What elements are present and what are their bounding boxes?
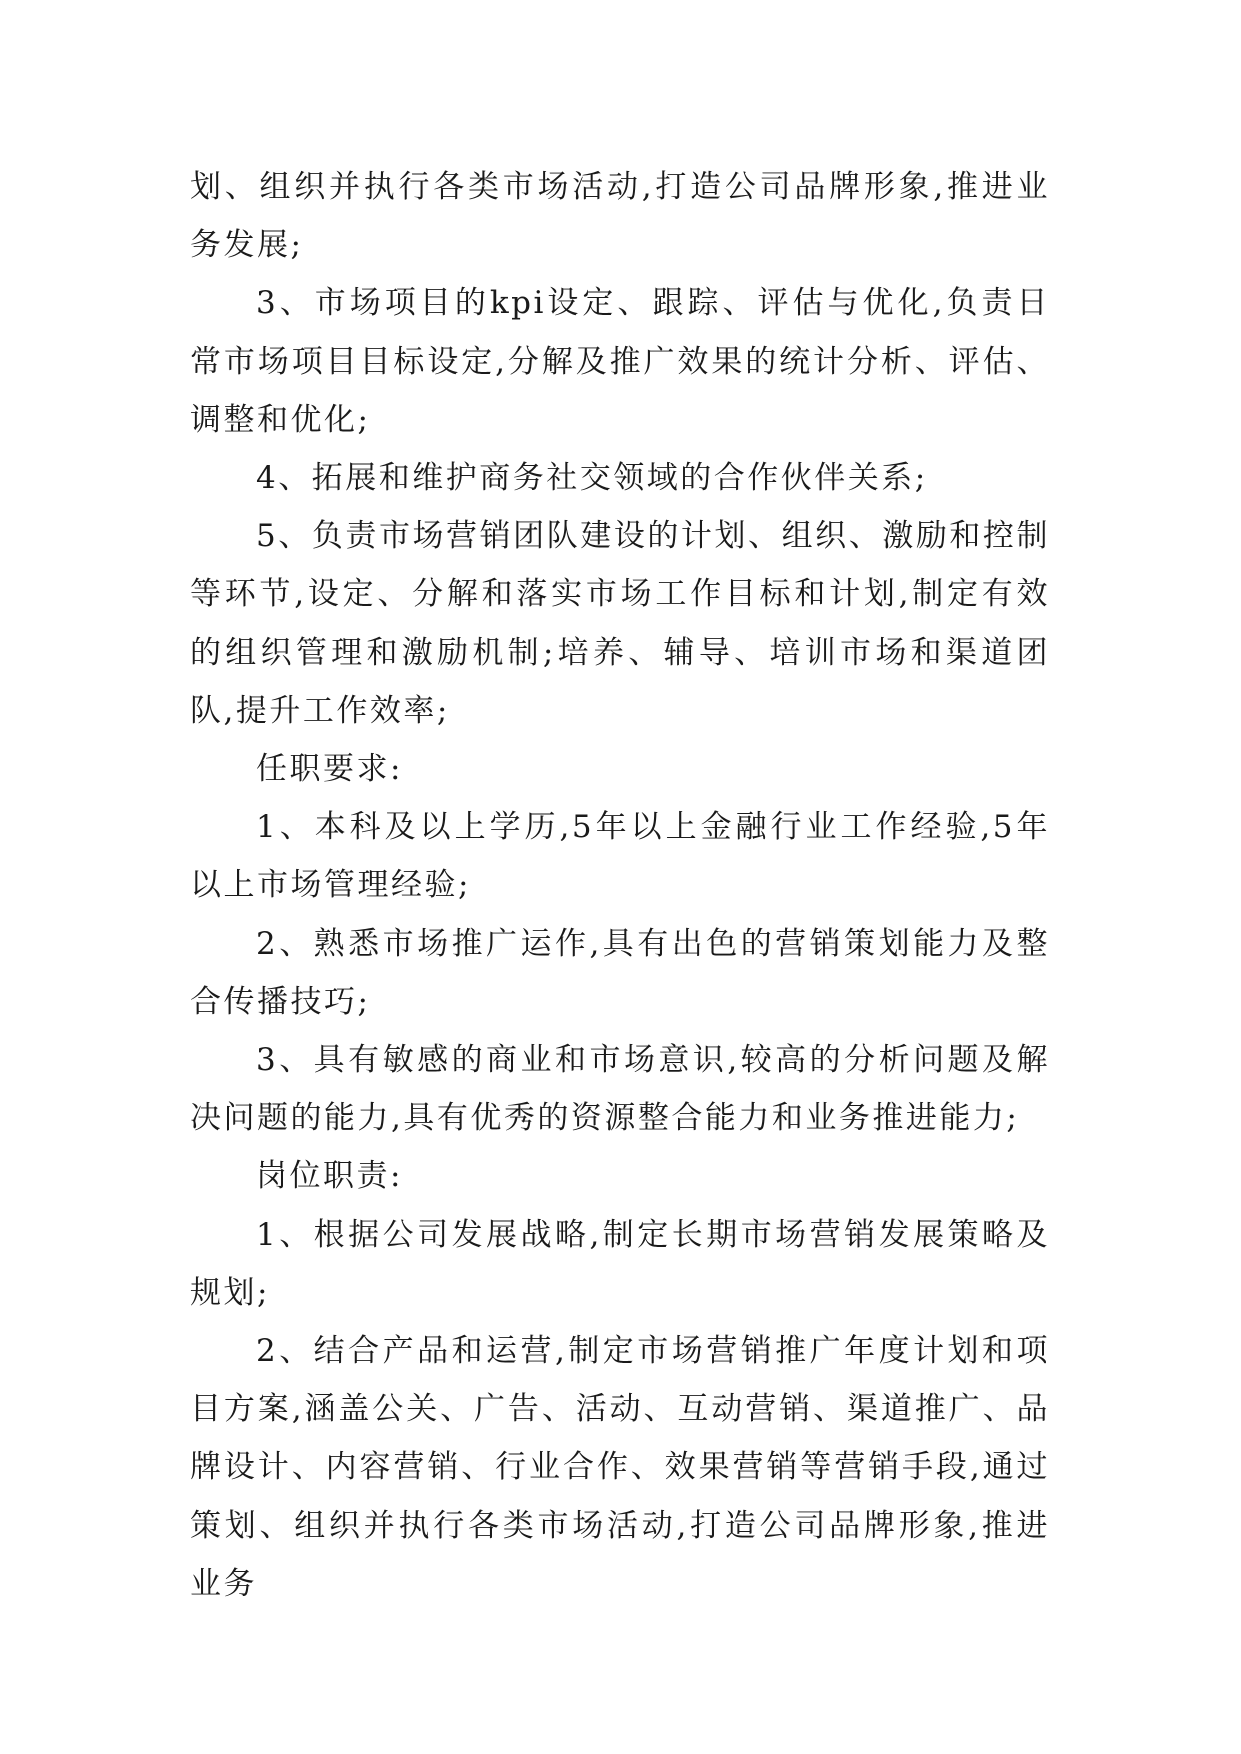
section-heading-duties: 岗位职责: — [256, 1158, 403, 1195]
paragraph-duty-4: 4、拓展和维护商务社交领域的合作伙伴关系; — [256, 460, 928, 497]
paragraph-requirement-3: 3、具有敏感的商业和市场意识,较高的分析问题及解决问题的能力,具有优秀的资源整合能力和业务推进能力; — [190, 1042, 1050, 1137]
section-heading-requirements: 任职要求: — [256, 751, 403, 788]
paragraph-duty-3: 3、市场项目的kpi设定、跟踪、评估与优化,负责日常市场项目目标设定,分解及推广效果的统计分析、评估、调整和优化; — [190, 285, 1050, 438]
paragraph-duty-1: 1、根据公司发展战略,制定长期市场营销发展策略及规划; — [190, 1216, 1050, 1311]
document-body — [190, 158, 1050, 1613]
paragraph-continuation: 划、组织并执行各类市场活动,打造公司品牌形象,推进业务发展; — [190, 169, 1050, 264]
paragraph-duty-5: 5、负责市场营销团队建设的计划、组织、激励和控制等环节,设定、分解和落实市场工作目标和计划,制定有效的组织管理和激励机制;培养、辅导、培训市场和渠道团队,提升工作效率; — [190, 518, 1050, 729]
paragraph-requirement-2: 2、熟悉市场推广运作,具有出色的营销策划能力及整合传播技巧; — [190, 925, 1050, 1020]
paragraph-requirement-1: 1、本科及以上学历,5年以上金融行业工作经验,5年以上市场管理经验; — [190, 809, 1050, 904]
paragraph-duty-2: 2、结合产品和运营,制定市场营销推广年度计划和项目方案,涵盖公关、广告、活动、互动营销、渠道推广、品牌设计、内容营销、行业合作、效果营销等营销手段,通过策划、组织并执行各类市场活动,打造公司品牌形象,推进业务 — [190, 1333, 1050, 1602]
